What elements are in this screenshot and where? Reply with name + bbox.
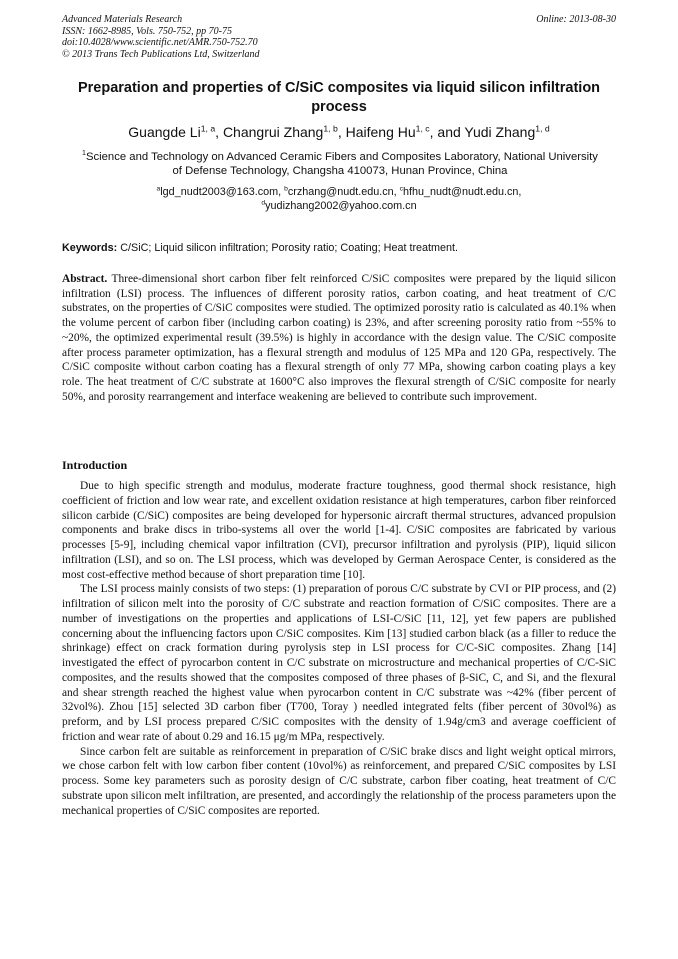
abstract-label: Abstract.	[62, 273, 108, 285]
journal-header	[62, 14, 616, 60]
email-sup: d	[261, 199, 266, 207]
author-sep: ,	[337, 124, 346, 140]
email-link[interactable]: lgd_nudt2003@163.com,	[160, 186, 285, 198]
issn-line: ISSN: 1662-8985, Vols. 750-752, pp 70-75	[62, 25, 232, 37]
email-sup: c	[399, 185, 403, 193]
author-sup: 1, b	[323, 123, 338, 134]
abstract-text: Three-dimensional short carbon fiber felt reinforced C/SiC composites were prepared by the liquid silicon infiltration (LSI) process. The influences of different porosity ratios, carbon coating, and heat treatment of C/C substrates, on the properties of C/SiC composites were studied. The optimized porosity ratio is calculated as 40.1% when the volume percent of carbon fiber (including carbon coating) is 23%, and after screening porosity ratio from ~55% to ~20%, the optimized experimental result (39.5%) is highly in accordance with the design value. The C/SiC composite after process parameter optimization, has a flexural strength and modulus of 125 MPa and 120 GPa, respectively. The C/SiC composite without carbon coating has a flexural strength of only 77 MPa, showing carbon coating plays a key role. The heat treatment of C/C substrate at 1600°C also improves the flexural strength of C/SiC composite for nearly 50%, and porosity rearrangement and interface weakening are believed to contribute such improvement.	[62, 273, 616, 403]
online-date: Online: 2013-08-30	[536, 14, 616, 25]
paragraph: Due to high specific strength and modulus, moderate fracture toughness, good thermal shock resistance, high coefficient of friction and low wear rate, and excellent oxidation resistance at high temperatures, carbon fiber reinforced silicon carbide (C/SiC) composites are being developed for hypersonic aircraft thermal structures, advanced propulsion components and brake discs in tribo-systems all over the world [1-4]. C/SiC composites are fabricated by various processes [5-9], including chemical vapor infiltration (CVI), precursor infiltration and pyrolysis (PIP), liquid silicon infiltration (LSI), and so on. The LSI process, which was developed by German Aerospace Center, is considered as the most cost-effective method because of short preparation time [10].	[62, 480, 616, 581]
author-sup: 1, a	[200, 123, 216, 134]
introduction-body	[62, 479, 616, 818]
email-link[interactable]: crzhang@nudt.edu.cn,	[287, 186, 400, 198]
keywords-text: C/SiC; Liquid silicon infiltration; Porosity ratio; Coating; Heat treatment.	[117, 242, 459, 254]
author-name: Haifeng Hu	[345, 124, 416, 140]
section-heading-introduction: Introduction	[62, 458, 128, 472]
author-sup: 1, d	[535, 123, 550, 134]
author-name: Changrui Zhang	[222, 124, 324, 140]
affiliation-text: Science and Technology on Advanced Ceramic Fibers and Composites Laboratory, National University of Defense Technology, Changsha 410073, Hunan Province, China	[85, 151, 598, 177]
email-link[interactable]: hfhu_nudt@nudt.edu.cn,	[403, 186, 522, 198]
author-sep: ,	[215, 124, 223, 140]
email-sup: b	[284, 185, 288, 193]
abstract	[62, 272, 616, 404]
email-sup: a	[156, 185, 161, 193]
journal-name: Advanced Materials Research	[62, 14, 183, 25]
keywords	[62, 241, 616, 255]
doi-line: doi:10.4028/www.scientific.net/AMR.750-752.70	[62, 37, 258, 48]
paragraph: The LSI process mainly consists of two steps: (1) preparation of porous C/C substrate by CVI or PIP process, and (2) infiltration of silicon melt into the porosity of C/C substrate and reaction formation of C/SiC composites. There are a number of investigations on the properties and applications of LSI-C/SiC [11, 12], yet few papers are published concerning about the influencing factors upon C/SiC composites. Kim [13] studied carbon black (as a filler to reduce the shrinkage) effect on crack formation during pyrolysis step in LSI process for C/C-SiC composites. Zhang [14] investigated the effect of pyrocarbon content in C/C substrate on microstructure and mechanical properties of C/C-SiC composites, and the results showed that the composites composed of three phases of β-SiC, C, and Si, and the flexural and shear strength reached the highest value when pyrocarbon content in C/C substrate was ~42% (fiber percent of 32vol%). Zhou [15] selected 3D carbon fiber (T700, Toray ) needled integrated felts (fiber percent of 30vol%) as preform, and by LSI process prepared C/SiC composites with the density of 1.94g/cm3 and average coefficient of friction and wear rate of about 0.29 and 16.15 μg/m MPa, respectively.	[62, 583, 616, 743]
author-sep: , and	[429, 124, 465, 140]
copyright-line: © 2013 Trans Tech Publications Ltd, Switzerland	[62, 48, 260, 60]
affiliation	[78, 150, 602, 178]
author-name: Guangde Li	[128, 124, 201, 140]
author-emails	[62, 185, 616, 213]
paper-title: Preparation and properties of C/SiC composites via liquid silicon infiltration process	[77, 80, 601, 115]
keywords-label: Keywords:	[62, 242, 118, 254]
affiliation-sup: 1	[82, 150, 86, 158]
email-link[interactable]: yudizhang2002@yahoo.com.cn	[265, 200, 417, 212]
author-sup: 1, c	[415, 123, 430, 134]
paragraph: Since carbon felt are suitable as reinforcement in preparation of C/SiC brake discs and light weight optical mirrors, we chose carbon felt with low carbon fiber content (10vol%) as reinforcement, and prepared C/SiC composites by LSI process. Some key parameters such as porosity design of C/C substrate, carbon fiber coating, heat treatment of C/C substrate upon silicon melt infiltration, are presented, and accordingly the relationship of the process parameters upon the mechanical properties of C/SiC composites are reported.	[62, 745, 616, 817]
author-name: Yudi Zhang	[464, 124, 536, 140]
author-list	[62, 123, 616, 141]
